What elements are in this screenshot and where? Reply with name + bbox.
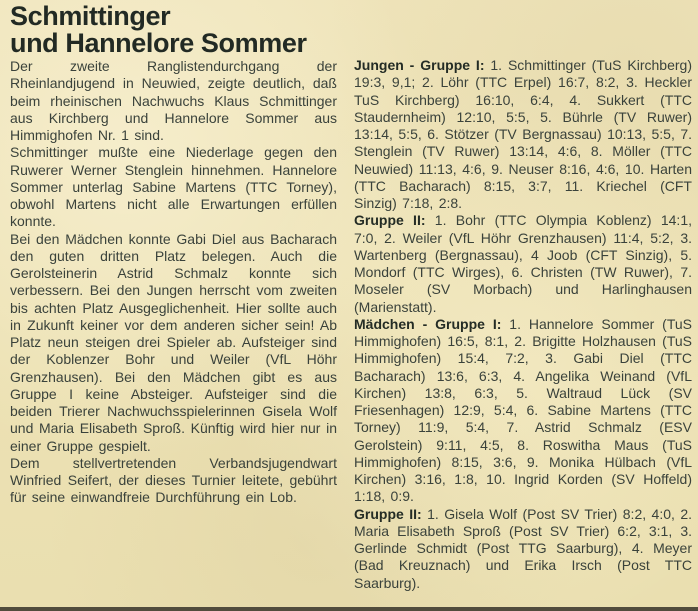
results-section-jungen-gruppe-1 <box>354 57 692 212</box>
article-paragraph: Bei den Mädchen konnte Gabi Diel aus Bacharach den guten dritten Platz belegen. Auch die Gerolsteinerin Astrid Schmalz konnte sich verbessern. Bei den Jungen herrscht vom zweiten bis achten Platz Ausgeglichenheit. Hier sollte auch in Zukunft keiner vor dem anderen sicher sein! Ab Platz neun steigen drei Spieler ab. Aufsteiger sind der Koblenzer Bohr und Weiler (VfL Höhr Grenzhausen). Bei den Mädchen gibt es aus Gruppe I keine Absteiger. Aufsteiger sind die beiden Trierer Nachwuchsspielerinnen Gisela Wolf und Maria Elisabeth Sproß. Künftig wird hier nur in einer Gruppe gespielt. <box>10 230 337 454</box>
page-title <box>10 3 430 57</box>
section-text: 1. Bohr (TTC Olympia Koblenz) 14:1, 7:0, 2. Weiler (VfL Höhr Grenzhausen) 11:4, 5:2, 3. Wartenberg (Bergnassau), 4 Joob (CFT Sinzig), 5. Mondorf (TTC Wirges), 6. Christen (TW Ruwer), 7. Moseler (SV Morbach) und Harlinghausen (Marienstatt). <box>354 212 692 315</box>
section-label: Gruppe II: <box>354 505 422 522</box>
section-label: Jungen - Gruppe I: <box>354 57 485 73</box>
bottom-divider <box>0 607 698 611</box>
headline-line-1: Schmittinger <box>10 1 171 31</box>
article-column <box>10 58 337 507</box>
results-column <box>354 57 692 592</box>
results-section-jungen-gruppe-2 <box>354 212 692 316</box>
section-text: 1. Gisela Wolf (Post SV Trier) 8:2, 4:0, 2. Maria Elisabeth Sproß (Post SV Trier) 6:2, 3:1, 3. Gerlinde Schmidt (Post TTG Saarburg), 4. Meyer (Bad Kreuznach) und Erika Irsch (Post TTC Saarburg). <box>354 505 692 591</box>
section-label: Mädchen - Gruppe I: <box>354 315 502 332</box>
article-paragraph: Schmittinger mußte eine Niederlage gegen den Ruwerer Werner Stenglein hinnehmen. Hannelore Sommer unterlag Sabine Martens (TTC Torney), obwohl Martens nicht alle Erwartungen erfüllen konnte. <box>10 144 337 230</box>
section-label: Gruppe II: <box>354 212 426 229</box>
headline-line-2: und Hannelore Sommer <box>10 28 307 58</box>
results-section-maedchen-gruppe-2 <box>354 506 692 592</box>
section-text: 1. Schmittinger (TuS Kirchberg) 19:3, 9,1; 2. Löhr (TTC Erpel) 16:7, 8:2, 3. Heckler TuS Kirchberg) 16:10, 6:4, 4. Sukkert (TTC Staudernheim) 12:10, 5:5, 5. Bührle (TV Ruwer) 13:14, 5:5, 6. Stötzer (TV Bergnassau) 10:13, 5:5, 7. Stenglein (TV Ruwer) 13:14, 4:6, 8. Möller (TTC Neuwied) 11:13, 4:6, 9. Neuser 8:16, 4:6, 10. Harten (TTC Bacharach) 8:15, 3:7, 11. Kriechel (CFT Sinzig) 7:18, 2:8. <box>354 57 692 211</box>
results-section-maedchen-gruppe-1 <box>354 316 692 506</box>
article-paragraph: Dem stellvertretenden Verbandsjugendwart Winfried Seifert, der dieses Turnier leitete, gebührt für seine einwandfreie Durchführung ein Lob. <box>10 454 337 506</box>
section-text: 1. Hannelore Sommer (TuS Himmighofen) 16:5, 8:1, 2. Brigitte Holzhausen (TuS Himmighofen) 15:4, 7:2, 3. Gabi Diel (TTC Bacharach) 13:6, 6:3, 4. Angelika Weinand (VfL Kirchen) 13:8, 6:3, 5. Waltraud Lück (SV Friesenhagen) 12:9, 5:4, 6. Sabine Martens (TTC Torney) 11:9, 5:4, 7. Astrid Schmalz (ESV Gerolstein) 9:11, 4:5, 8. Roswitha Maus (TuS Himmighofen) 8:15, 3:6, 9. Monika Hülbach (VfL Kirchen) 3:16, 1:8, 10. Ingrid Korden (SV Hoffeld) 1:18, 0:9. <box>354 315 692 505</box>
article-paragraph: Der zweite Ranglistendurchgang der Rheinlandjugend in Neuwied, zeigte deutlich, daß beim rheinischen Nachwuchs Klaus Schmittinger aus Kirchberg und Hannelore Sommer aus Himmighofen Nr. 1 sind. <box>10 58 337 143</box>
